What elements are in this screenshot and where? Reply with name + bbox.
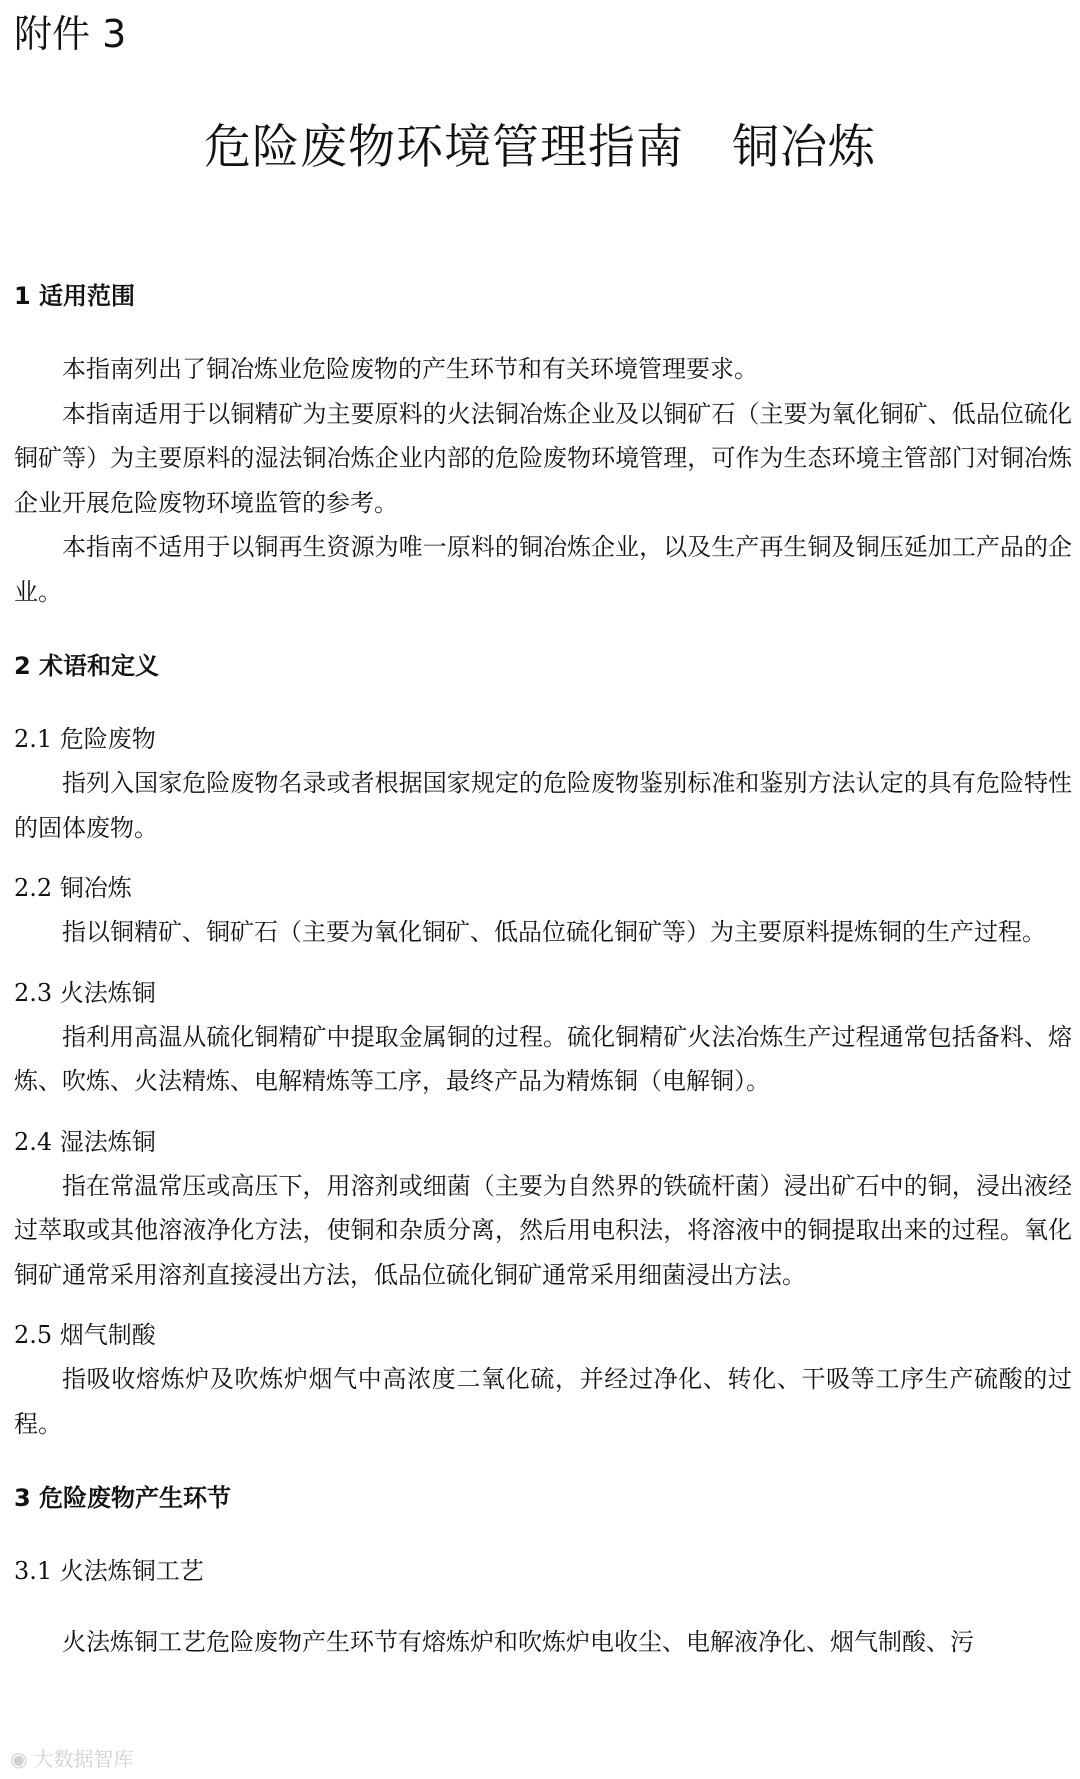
section-1-paragraph-2: 本指南适用于以铜精矿为主要原料的火法铜冶炼企业及以铜矿石（主要为氧化铜矿、低品位硫化铜矿等）为主要原料的湿法铜冶炼企业内部的危险废物环境管理，可作为生态环境主管部门对铜冶炼企业开展危险废物环境监管的参考。 — [14, 399, 1072, 517]
definition-2-5-text: 指吸收熔炼炉及吹炼炉烟气中高浓度二氧化硫，并经过净化、转化、干吸等工序生产硫酸的过程。 — [14, 1365, 1072, 1438]
definition-2-5-title: 2.5 烟气制酸 — [14, 1321, 156, 1349]
section-1-paragraph-1: 本指南列出了铜冶炼业危险废物的产生环节和有关环境管理要求。 — [62, 355, 758, 383]
title-main: 危险废物环境管理指南 — [204, 120, 684, 175]
definition-2-4-title: 2.4 湿法炼铜 — [14, 1127, 156, 1156]
definition-2-4-text: 指在常温常压或高压下，用溶剂或细菌（主要为自然界的铁硫杆菌）浸出矿石中的铜，浸出液经过萃取或其他溶液净化方法，使铜和杂质分离，然后用电积法，将溶液中的铜提取出来的过程。氧化铜矿通常采用溶剂直接浸出方法，低品位硫化铜矿通常采用细菌浸出方法。 — [14, 1171, 1072, 1289]
section-3-heading: 3 危险废物产生环节 — [14, 1484, 232, 1512]
section-3-1-text: 火法炼铜工艺危险废物产生环节有熔炼炉和吹炼炉电收尘、电解液净化、烟气制酸、污 — [62, 1628, 974, 1656]
section-2-heading: 2 术语和定义 — [14, 652, 160, 680]
definition-2-2-text: 指以铜精矿、铜矿石（主要为氧化铜矿、低品位硫化铜矿等）为主要原料提炼铜的生产过程。 — [62, 918, 1046, 946]
watermark-text: 大数据智库 — [33, 1747, 134, 1771]
definition-2-2-title: 2.2 铜冶炼 — [14, 874, 132, 902]
section-1-heading: 1 适用范围 — [14, 282, 136, 310]
document-title — [0, 118, 1080, 178]
section-1-paragraph-3: 本指南不适用于以铜再生资源为唯一原料的铜冶炼企业，以及生产再生铜及铜压延加工产品的企业。 — [14, 533, 1072, 606]
watermark — [10, 1746, 133, 1772]
definition-2-1-text: 指列入国家危险废物名录或者根据国家规定的危险废物鉴别标准和鉴别方法认定的具有危险特性的固体废物。 — [14, 769, 1072, 842]
title-sub: 铜冶炼 — [732, 120, 876, 175]
section-3-1-title: 3.1 火法炼铜工艺 — [14, 1557, 204, 1585]
attachment-label: 附件 3 — [14, 12, 127, 56]
weibo-icon: ◉ — [10, 1747, 28, 1771]
definition-2-3-text: 指利用高温从硫化铜精矿中提取金属铜的过程。硫化铜精矿火法冶炼生产过程通常包括备料、熔炼、吹炼、火法精炼、电解精炼等工序，最终产品为精炼铜（电解铜）。 — [14, 1022, 1072, 1095]
document-body — [14, 274, 1072, 1665]
definition-2-3-title: 2.3 火法炼铜 — [14, 978, 156, 1007]
definition-2-1-title: 2.1 危险废物 — [14, 725, 156, 753]
